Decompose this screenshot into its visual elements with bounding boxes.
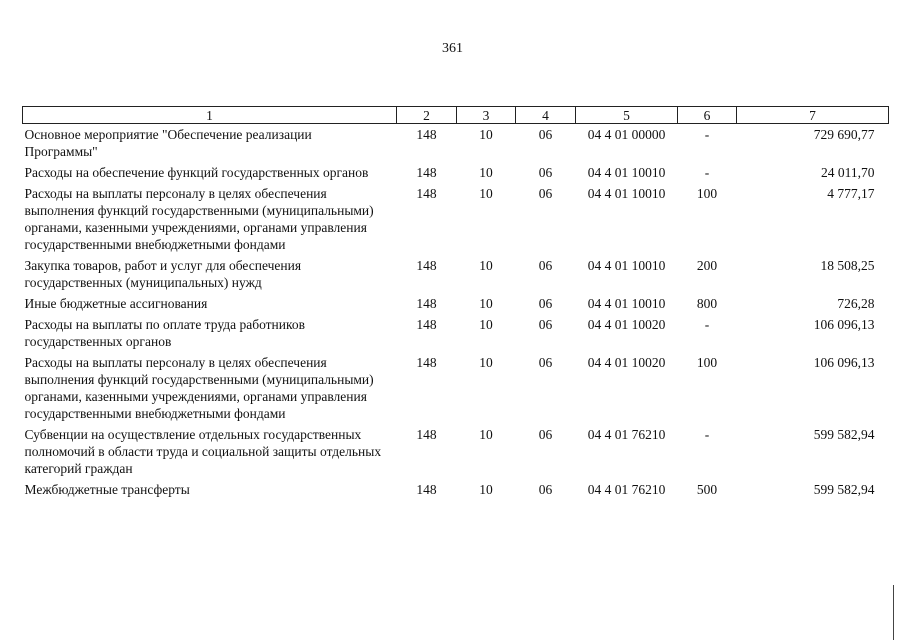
admin-code: 148 [416,355,437,370]
admin-code: 148 [416,258,437,273]
column-header: 1 [23,107,397,124]
subsection-code: 06 [538,296,553,311]
expense-type-code: 800 [696,296,718,311]
expense-type-code: - [704,427,710,442]
page-number: 361 [442,41,463,56]
expense-name: Межбюджетные трансферты [24,482,190,497]
target-code: 04 4 01 10010 [587,165,666,180]
amount: 4 777,17 [827,186,875,201]
expense-type-code: 500 [696,482,718,497]
target-code: 04 4 01 10020 [587,317,666,332]
expense-type-code: - [704,127,710,142]
target-code: 04 4 01 10020 [587,355,666,370]
column-header: 5 [576,107,678,124]
amount: 599 582,94 [813,482,875,497]
column-header: 6 [678,107,737,124]
expense-name: Расходы на выплаты персоналу в целях обеспечения выполнения функций государственными (муниципальными) органами, казенными учреждениями, органами управления государственными внебюджетными фондами [24,186,374,252]
table-row [23,314,889,352]
admin-code: 148 [416,186,437,201]
table-row [23,293,889,314]
page-edge-line [893,585,894,640]
section-code: 10 [479,165,493,180]
admin-code: 148 [416,127,437,142]
section-code: 10 [479,482,493,497]
subsection-code: 06 [538,427,553,442]
section-code: 10 [479,427,493,442]
target-code: 04 4 01 10010 [587,258,666,273]
expense-type-code: 100 [696,355,718,370]
table-row [23,124,889,163]
admin-code: 148 [416,165,437,180]
expense-type-code: - [704,317,710,332]
amount: 599 582,94 [813,427,875,442]
section-code: 10 [479,186,493,201]
admin-code: 148 [416,296,437,311]
subsection-code: 06 [538,317,553,332]
table-row [23,424,889,479]
expense-name: Закупка товаров, работ и услуг для обеспечения государственных (муниципальных) нужд [24,258,302,290]
subsection-code: 06 [538,355,553,370]
target-code: 04 4 01 76210 [587,482,666,497]
admin-code: 148 [416,427,437,442]
section-code: 10 [479,355,493,370]
budget-table [22,106,889,500]
column-header: 3 [457,107,516,124]
section-code: 10 [479,317,493,332]
subsection-code: 06 [538,165,553,180]
expense-name: Иные бюджетные ассигнования [24,296,208,311]
header-row [23,107,889,124]
section-code: 10 [479,127,493,142]
section-code: 10 [479,258,493,273]
amount: 106 096,13 [813,317,875,332]
table-row [23,162,889,183]
subsection-code: 06 [538,186,553,201]
column-header: 2 [397,107,457,124]
expense-name: Субвенции на осуществление отдельных государственных полномочий в области труда и социальной защиты отдельных категорий граждан [24,427,382,476]
expense-type-code: 100 [696,186,718,201]
amount: 24 011,70 [821,165,875,180]
expense-name: Расходы на обеспечение функций государственных органов [24,165,369,180]
column-header: 7 [737,107,889,124]
amount: 726,28 [837,296,875,311]
target-code: 04 4 01 76210 [587,427,666,442]
admin-code: 148 [416,317,437,332]
table-row [23,479,889,500]
admin-code: 148 [416,482,437,497]
section-code: 10 [479,296,493,311]
expense-name: Расходы на выплаты персоналу в целях обеспечения выполнения функций государственными (муниципальными) органами, казенными учреждениями, органами управления государственными внебюджетными фондами [24,355,374,421]
subsection-code: 06 [538,127,553,142]
column-header: 4 [516,107,576,124]
amount: 106 096,13 [813,355,875,370]
expense-type-code: - [704,165,710,180]
subsection-code: 06 [538,258,553,273]
target-code: 04 4 01 00000 [587,127,666,142]
table-row [23,255,889,293]
table-row [23,183,889,255]
expense-name: Расходы на выплаты по оплате труда работников государственных органов [24,317,305,349]
table-row [23,352,889,424]
amount: 729 690,77 [813,127,875,142]
expense-name: Основное мероприятие "Обеспечение реализации Программы" [24,127,312,159]
amount: 18 508,25 [820,258,875,273]
target-code: 04 4 01 10010 [587,186,666,201]
target-code: 04 4 01 10010 [587,296,666,311]
expense-type-code: 200 [696,258,718,273]
subsection-code: 06 [538,482,553,497]
